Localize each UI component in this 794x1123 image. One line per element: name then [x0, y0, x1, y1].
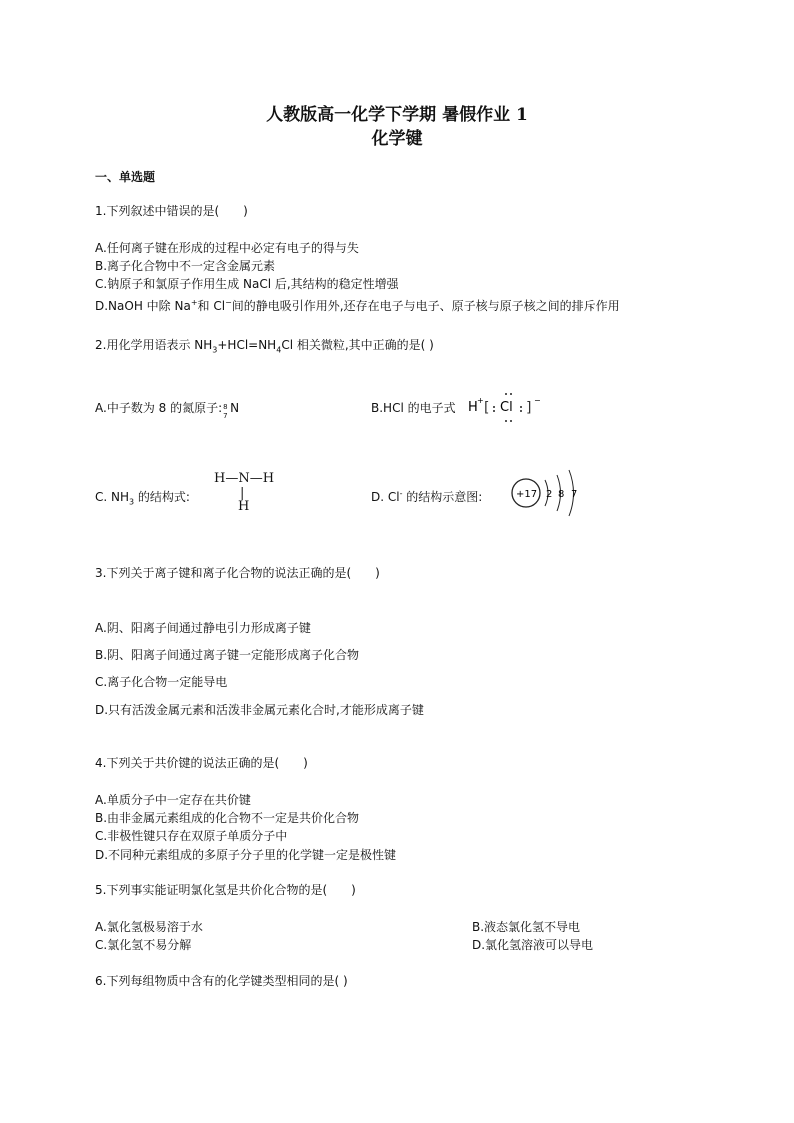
svg-text:[: [	[484, 400, 490, 416]
q5-option-c: C.氯化氢不易分解	[95, 938, 192, 952]
q3-stem: 3.下列关于离子键和离子化合物的说法正确的是( )	[95, 566, 380, 580]
q5-stem: 5.下列事实能证明氯化氢是共价化合物的是( )	[95, 883, 356, 897]
hcl-electron-dot	[466, 388, 546, 424]
q4-option-c: C.非极性键只存在双原子单质分子中	[95, 829, 288, 843]
worksheet-subtitle: 化学键	[371, 129, 423, 149]
shell-2-count: 8	[558, 489, 565, 500]
svg-text:]: ]	[526, 400, 532, 416]
q1-stem: 1.下列叙述中错误的是( )	[95, 204, 248, 218]
hcl-h-symbol: H	[468, 400, 478, 415]
mass-number: 8	[223, 402, 228, 411]
q4-stem: 4.下列关于共价键的说法正确的是( )	[95, 756, 308, 770]
nh3-structural-formula	[214, 470, 274, 514]
section-heading: 一、单选题	[95, 170, 156, 184]
hcl-cl-charge: −	[534, 396, 541, 405]
q2-option-a: A.中子数为 8 的氮原子: 8 7 N	[95, 400, 239, 416]
q2-option-c: C. $NH_3$ 的结构式:	[95, 490, 190, 507]
q4-option-b: B.由非金属元素组成的化合物不一定是共价化合物	[95, 811, 360, 825]
q3-option-a: A.阴、阳离子间通过静电引力形成离子键	[95, 621, 311, 635]
shell-3-count: 7	[571, 489, 578, 500]
shell-1-count: 2	[546, 489, 553, 500]
nh3-structure-row: H—N—H	[214, 471, 275, 486]
hcl-cl-symbol: Cl	[500, 400, 513, 415]
q5-option-b: B.液态氯化氢不导电	[472, 920, 581, 934]
atomic-number: 7	[223, 411, 228, 420]
nucleus-charge: +17	[516, 489, 538, 500]
q3-option-c: C.离子化合物一定能导电	[95, 675, 228, 689]
q2-option-d: D. Cl- 的结构示意图:	[371, 489, 483, 504]
q4-option-d: D.不同种元素组成的多原子分子里的化学键一定是极性键	[95, 848, 397, 862]
q2-stem: 2.用化学用语表示 $NH_3+HCl=NH_4Cl$ 相关微粒,其中正确的是( )	[95, 338, 434, 355]
nh3-bond-bar: |	[240, 486, 245, 501]
q5-option-a: A.氯化氢极易溶于水	[95, 920, 203, 934]
nh3-bottom-h: H	[238, 499, 250, 514]
q6-stem: 6.下列每组物质中含有的化学键类型相同的是( )	[95, 974, 348, 988]
q3-option-d: D.只有活泼金属元素和活泼非金属元素化合时,才能形成离子键	[95, 703, 424, 717]
q1-option-c: C.钠原子和氯原子作用生成 NaCl 后,其结构的稳定性增强	[95, 277, 399, 291]
q4-option-a: A.单质分子中一定存在共价键	[95, 793, 251, 807]
q3-option-b: B.阴、阳离子间通过离子键一定能形成离子化合物	[95, 648, 360, 662]
q1-option-b: B.离子化合物中不一定含金属元素	[95, 259, 276, 273]
q1-option-d: D.NaOH 中除 Na+和 Cl−间的静电吸引作用外,还存在电子与电子、原子核与原子核之间的排斥作用	[95, 298, 620, 313]
q5-option-d: D.氯化氢溶液可以导电	[472, 938, 594, 952]
worksheet-title: 人教版高一化学下学期 暑假作业 1	[266, 105, 528, 125]
q1-option-a: A.任何离子键在形成的过程中必定有电子的得与失	[95, 241, 359, 255]
cl-ion-structure-diagram	[507, 468, 587, 518]
q2-option-b: B.HCl 的电子式	[371, 401, 456, 415]
hcl-h-charge: +	[477, 396, 484, 405]
